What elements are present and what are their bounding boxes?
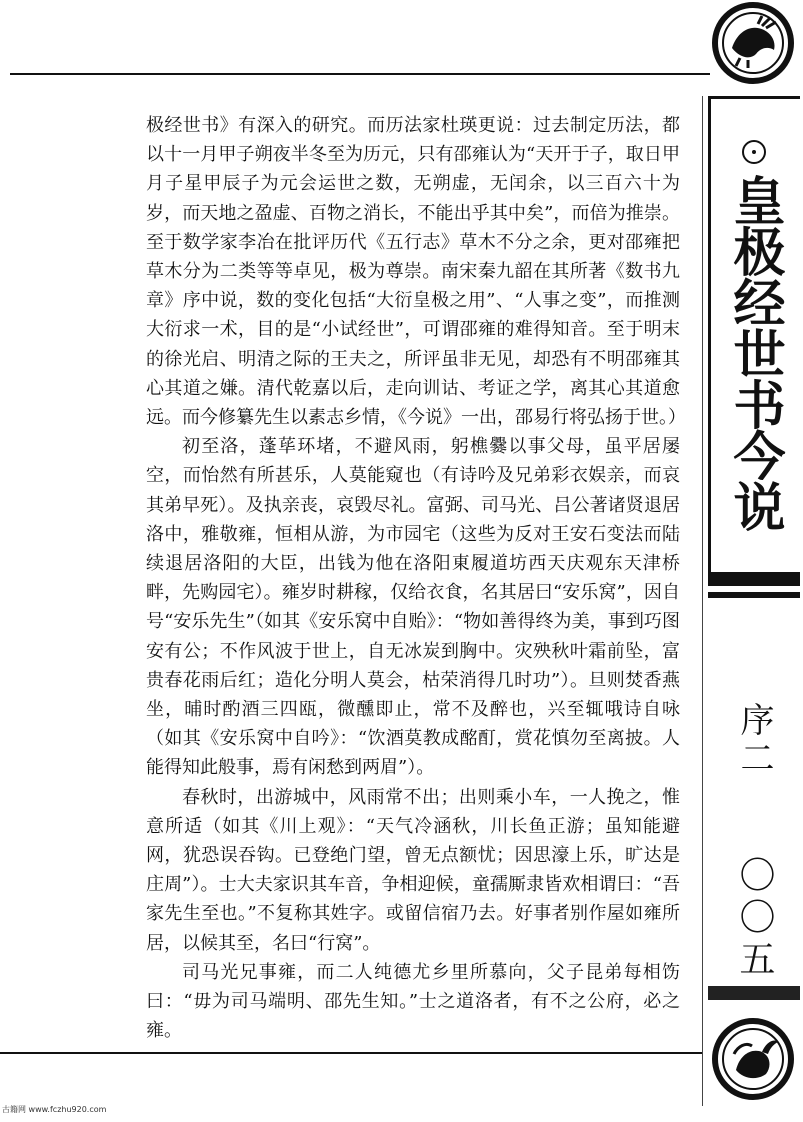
paragraph: 司马光兄事雍，而二人纯德尤乡里所慕向，父子昆弟每相饬曰：“毋为司马端明、邵先生知。”士之道洛者，有不之公府，必之雍。 <box>146 961 680 1042</box>
section-label: 序二 <box>734 702 774 778</box>
paragraph: 春秋时，出游城中，风雨常不出；出则乘小车，一人挽之，惟意所适（如其《川上观》：“天气冷涵秋，川长鱼正游；虽知能避网，犹恐误吞钩。已登绝门望，曾无点额忧；因思濠上乐，旷达是庄周”）。士大夫家识其车音，争相迎候，童孺厮隶皆欢相谓曰：“吾家先生至也。”不复称其姓字。或留信宿乃去。好事者别作屋如雍所居，以候其至，名曰“行窝”。 <box>146 786 680 954</box>
book-title: 皇极经世书今说 <box>724 174 784 531</box>
circle-dot-icon <box>742 140 766 164</box>
bottom-rule <box>0 1052 702 1054</box>
paragraph: 初至洛，蓬荜环堵，不避风雨，躬樵爨以事父母，虽平居屡空，而怡然有所甚乐，人莫能窥也（有诗吟及兄弟彩衣娱亲，而哀其弟早死）。及执亲丧，哀毁尽礼。富弼、司马光、吕公著诸贤退居洛中，雅敬雍，恒相从游，为市园宅（这些为反对王安石变法而陆续退居洛阳的大臣，出钱为他在洛阳東履道坊西天庆观东天津桥畔，先购园宅）。雍岁时耕稼，仅给衣食，名其居曰“安乐窝”，因自号“安乐先生”（如其《安乐窝中自贻》：“物如善得终为美，事到巧图安有公；不作风波于世上，自无冰炭到胸中。灾殃秋叶霜前坠，富贵春花雨后红；造化分明人莫会，枯荣消得几时功”）。旦则焚香燕坐，晡时酌酒三四瓯，微醺即止，常不及醉也，兴至辄哦诗自咏（如其《安乐窝中自吟》：“饮酒莫教成酩酊，赏花慎勿至离披。人能得知此般事，焉有闲愁到两眉”）。 <box>146 436 680 779</box>
sidebar-band <box>708 572 800 586</box>
page-number: 〇〇五 <box>734 856 775 982</box>
margin-line <box>702 96 703 1106</box>
top-rule <box>10 73 710 75</box>
body-text <box>146 111 686 1046</box>
sidebar <box>708 96 800 1086</box>
paragraph: 极经世书》有深入的研究。而历法家杜瑛更说：过去制定历法，都以十一月甲子朔夜半冬至为历元，只有邵雍认为“天开于子，取日甲月子星甲辰子为元会运世之数，无朔虚，无闰余，以三百六十为岁，而天地之盈虚、百物之消长，不能出乎其中矣”，而倍为推崇。至于数学家李冶在批评历代《五行志》草木不分之余，更对邵雍把草木分为二类等等卓见，极为尊崇。南宋秦九韶在其所著《数书九章》序中说，数的变化包括“大衍皇极之用”、“人事之变”，而推测大衍求一术，目的是“小试经世”，可谓邵雍的难得知音。至于明末的徐光启、明清之际的王夫之，所评虽非无见，却恐有不明邵雍其心其道之嫌。清代乾嘉以后，走向训诂、考证之学，离其心其道愈远。而今修纂先生以素志乡情，《今说》一出，邵易行将弘扬于世。） <box>146 115 686 429</box>
phoenix-seal-icon <box>712 2 794 84</box>
sidebar-band-bottom <box>708 986 800 1000</box>
sidebar-band-thin <box>708 592 800 598</box>
watermark: 古籍网 www.fczhu920.com <box>2 1105 107 1114</box>
